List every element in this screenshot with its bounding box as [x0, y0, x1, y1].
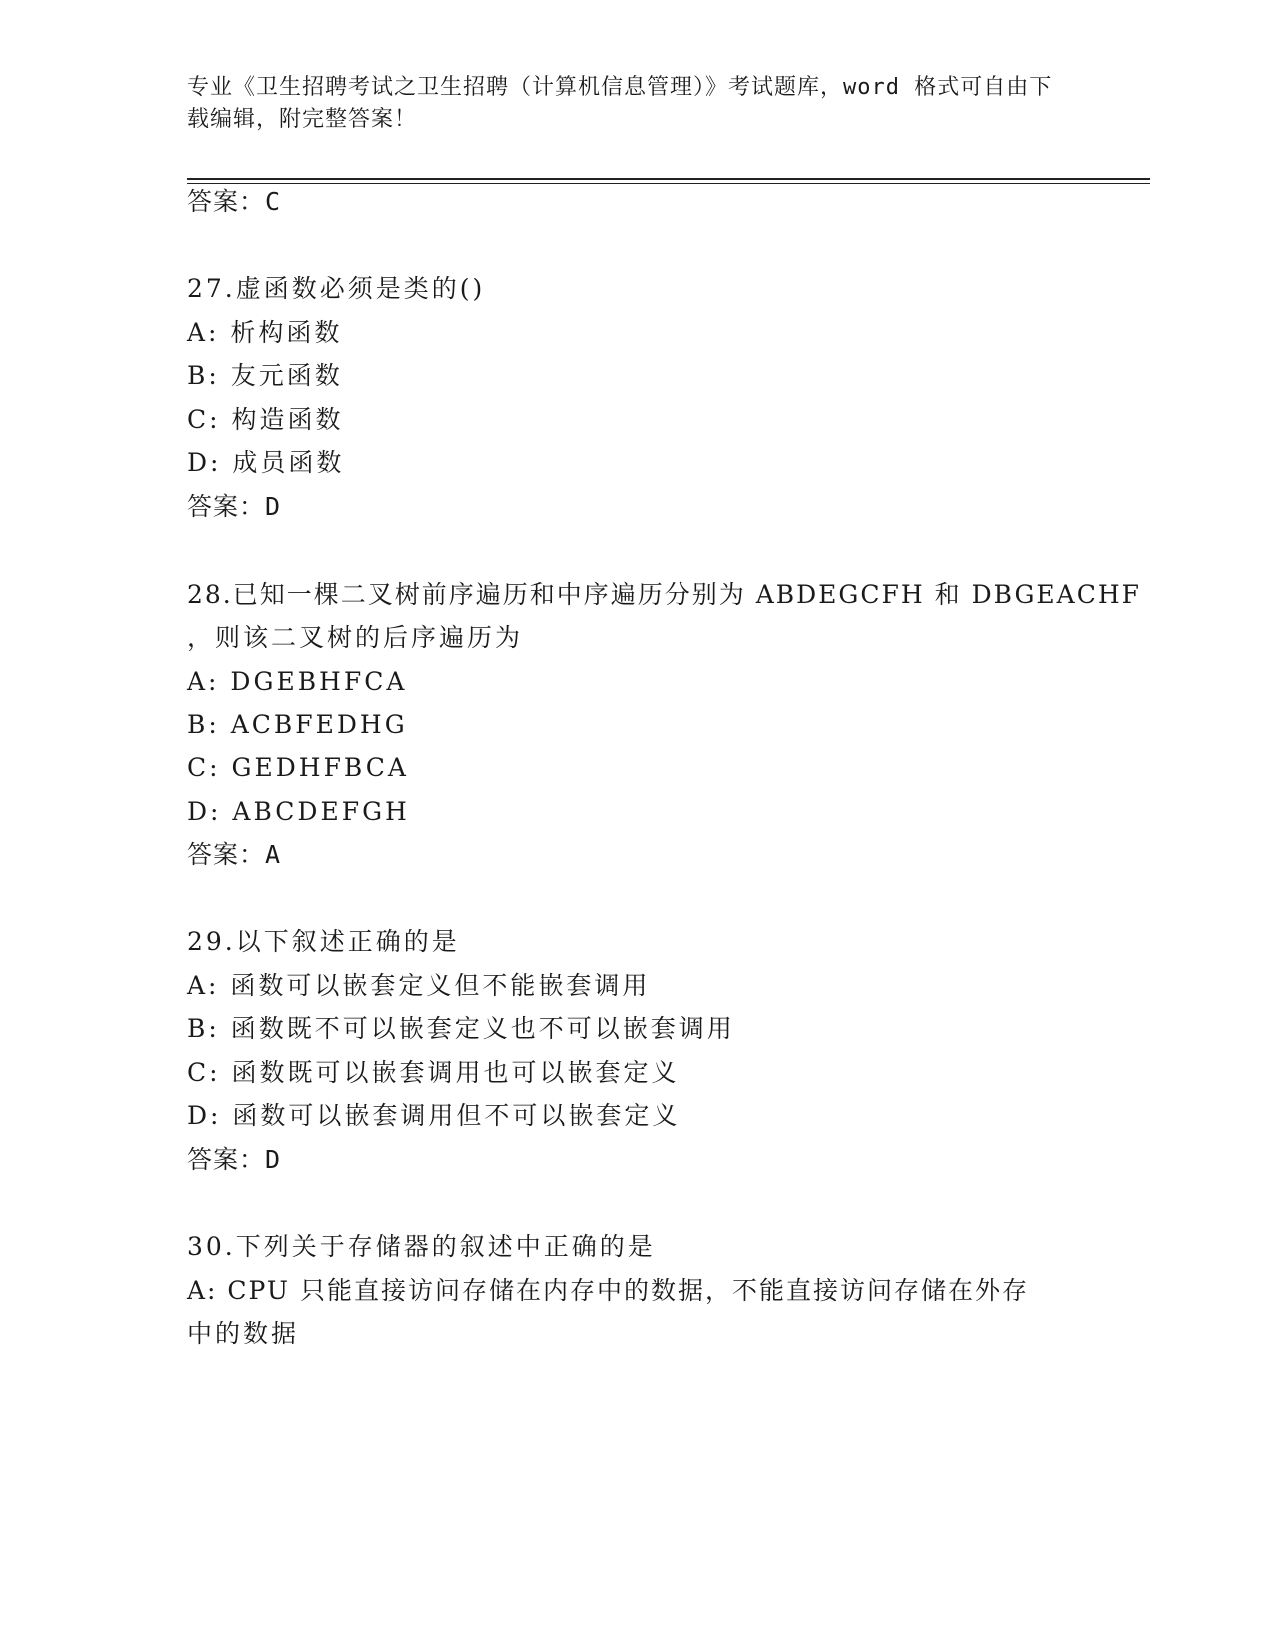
question-28-stem-line1: 28.已知一棵二叉树前序遍历和中序遍历分别为 ABDEGCFH 和 DBGEACHF [187, 580, 1141, 609]
answer-q29: 答案：D [187, 1145, 282, 1174]
question-30-option-a-line1: A: CPU 只能直接访问存储在内存中的数据，不能直接访问存储在外存 [187, 1276, 1029, 1305]
header-divider [187, 178, 1150, 180]
answer-q27: 答案：D [187, 492, 282, 521]
question-27-stem: 27.虚函数必须是类的() [187, 274, 486, 303]
answer-q26: 答案：C [187, 187, 282, 216]
question-28-option-b: B: ACBFEDHG [187, 710, 408, 739]
question-29-stem: 29.以下叙述正确的是 [187, 927, 460, 956]
question-27-option-b: B: 友元函数 [187, 361, 343, 390]
question-28-option-d: D: ABCDEFGH [187, 797, 410, 826]
document-intro: 专业《卫生招聘考试之卫生招聘（计算机信息管理）》考试题库，word 格式可自由下载编辑，附完整答案！ [187, 75, 1053, 132]
question-29-option-a: A: 函数可以嵌套定义但不能嵌套调用 [187, 971, 651, 1000]
question-30-stem: 30.下列关于存储器的叙述中正确的是 [187, 1232, 656, 1261]
question-28-option-c: C: GEDHFBCA [187, 753, 409, 782]
question-30-option-a-line2: 中的数据 [187, 1319, 300, 1348]
question-29-option-b: B: 函数既不可以嵌套定义也不可以嵌套调用 [187, 1014, 735, 1043]
question-29-option-c: C: 函数既可以嵌套调用也可以嵌套定义 [187, 1058, 680, 1087]
question-29-option-d: D: 函数可以嵌套调用但不可以嵌套定义 [187, 1101, 681, 1130]
header-divider-thin [187, 183, 1150, 184]
question-27-option-c: C: 构造函数 [187, 405, 344, 434]
question-27-option-a: A: 析构函数 [187, 318, 343, 347]
question-28-option-a: A: DGEBHFCA [187, 667, 408, 696]
question-28-stem-line2: ，则该二叉树的后序遍历为 [187, 623, 524, 652]
answer-q28: 答案：A [187, 840, 282, 869]
question-27-option-d: D: 成员函数 [187, 448, 345, 477]
